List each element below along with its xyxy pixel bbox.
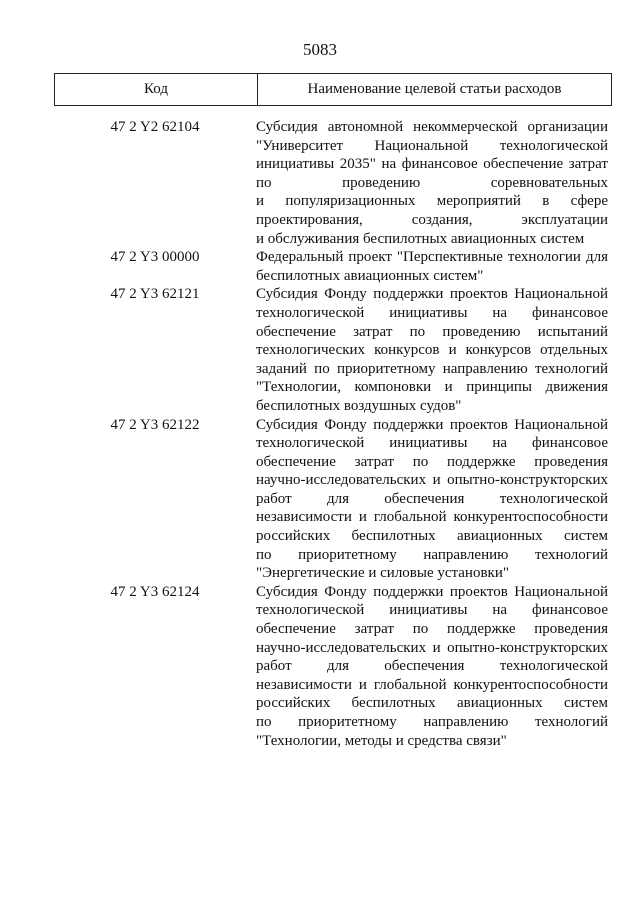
row-code: 47 2 Y2 62104 <box>110 119 200 135</box>
description-line: независимости и глобальной конкурентоспособности <box>256 509 608 526</box>
description-line: беспилотных авиационных систем" <box>256 267 484 284</box>
description-line: российских беспилотных авиационных систем <box>256 528 608 545</box>
description-line: беспилотных воздушных судов" <box>256 397 462 414</box>
row-code: 47 2 Y3 62124 <box>110 583 200 600</box>
description-line: по приоритетному направлению технологий <box>256 714 608 730</box>
row-description <box>256 118 608 248</box>
header-name: Наименование целевой статьи расходов <box>307 81 562 97</box>
row-code: 47 2 Y3 00000 <box>110 249 200 266</box>
description-line: Субсидия Фонду поддержки проектов Национальной <box>256 286 608 303</box>
description-line: "Технологии, методы и средства связи" <box>256 732 507 749</box>
description-line: заданий по приоритетному направлению технологий <box>256 360 608 377</box>
description-line: технологической инициативы на финансовое <box>256 304 608 321</box>
description-line: российских беспилотных авиационных систем <box>256 695 608 712</box>
header-code: Код <box>55 74 258 105</box>
table-row <box>54 416 612 583</box>
row-code: 47 2 Y3 62121 <box>110 286 200 303</box>
description-line: обеспечение затрат по поддержке проведения <box>256 621 608 638</box>
description-line: независимости и глобальной конкурентоспособности <box>256 676 608 693</box>
table-row <box>54 285 612 415</box>
description-line: Федеральный проект "Перспективные технологии для <box>256 249 608 266</box>
description-line: Субсидия Фонду поддержки проектов Национальной <box>256 416 608 433</box>
description-line: работ для обеспечения технологической <box>256 658 608 675</box>
description-line: обеспечение затрат по поддержке проведения <box>256 453 608 470</box>
description-line: научно-исследовательских и опытно-конструкторских <box>256 639 608 656</box>
page-number: 5083 <box>303 40 337 59</box>
description-line: инициативы 2035" на финансовое обеспечение затрат <box>256 156 608 173</box>
description-line: проектирования, создания, эксплуатации <box>256 211 608 228</box>
table-row <box>54 583 612 750</box>
description-line: по проведению соревновательных <box>256 174 608 191</box>
row-description <box>256 583 608 750</box>
description-line: обеспечение затрат по проведению испытаний <box>256 323 608 340</box>
description-line: Субсидия Фонду поддержки проектов Национальной <box>256 583 608 600</box>
description-line: Субсидия автономной некоммерческой организации <box>256 119 608 135</box>
row-description <box>256 416 608 583</box>
description-line: технологической инициативы на финансовое <box>256 602 608 619</box>
table-row <box>54 118 612 248</box>
description-line: "Энергетические и силовые установки" <box>256 565 509 582</box>
description-line: "Университет Национальной технологической <box>256 137 608 154</box>
row-code: 47 2 Y3 62122 <box>110 416 200 433</box>
row-description <box>256 248 608 285</box>
description-line: и популяризационных мероприятий в сфере <box>256 193 608 210</box>
row-description <box>256 285 608 415</box>
description-line: технологической инициативы на финансовое <box>256 435 608 452</box>
table-row <box>54 248 612 285</box>
description-line: научно-исследовательских и опытно-конструкторских <box>256 472 608 489</box>
description-line: работ для обеспечения технологической <box>256 490 608 507</box>
description-line: "Технологии, компоновки и принципы движения <box>256 379 608 396</box>
table-header <box>54 73 612 106</box>
description-line: и обслуживания беспилотных авиационных систем <box>256 230 585 247</box>
description-line: по приоритетному направлению технологий <box>256 546 608 563</box>
table-body <box>54 118 612 750</box>
description-line: технологических конкурсов и конкурсов отдельных <box>256 342 608 359</box>
